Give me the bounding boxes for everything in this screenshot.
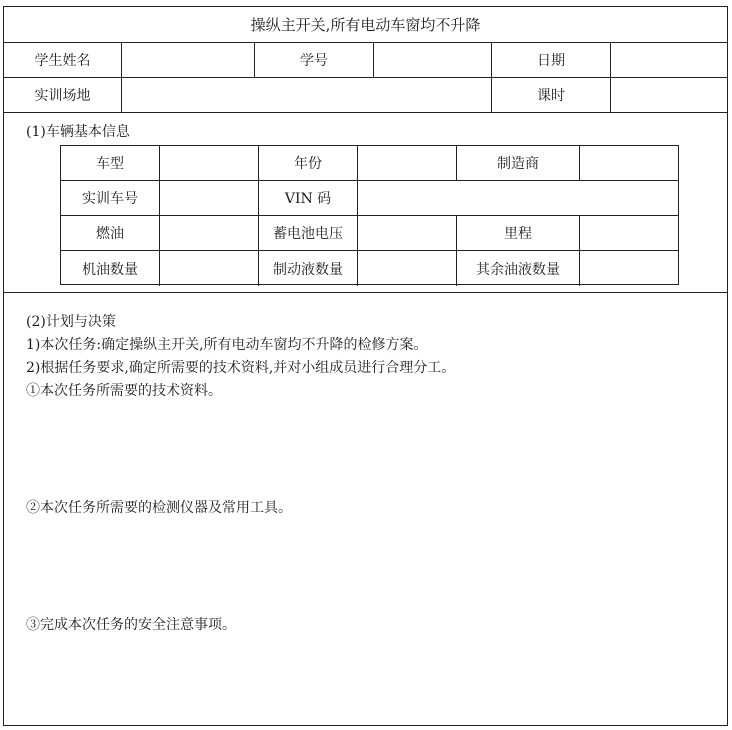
other-fluids-label: 其余油液数量 <box>457 251 580 286</box>
mileage-label: 里程 <box>457 216 580 250</box>
plan-section <box>4 293 727 725</box>
plan-item-1: ①本次任务所需要的技术资料。 <box>26 383 222 399</box>
training-info-row <box>4 78 727 113</box>
student-info-row <box>4 43 727 78</box>
vehicle-model-label: 车型 <box>61 146 160 180</box>
brake-fluid-field[interactable] <box>358 251 457 286</box>
mileage-field[interactable] <box>580 216 678 250</box>
plan-line-1: 1)本次任务:确定操纵主开关,所有电动车窗均不升降的检修方案。 <box>26 337 428 353</box>
student-name-label: 学生姓名 <box>4 43 122 77</box>
manufacturer-field[interactable] <box>580 146 678 180</box>
year-label: 年份 <box>259 146 358 180</box>
table-row <box>61 146 678 181</box>
date-label: 日期 <box>492 43 611 77</box>
fuel-field[interactable] <box>160 216 259 250</box>
class-hours-field[interactable] <box>611 78 727 112</box>
page-title: 操纵主开关,所有电动车窗均不升降 <box>250 16 481 34</box>
student-name-field[interactable] <box>122 43 255 77</box>
vin-label: VIN 码 <box>259 181 358 215</box>
plan-item-3: ③完成本次任务的安全注意事项。 <box>26 617 236 633</box>
table-row <box>61 216 678 251</box>
oil-quantity-label: 机油数量 <box>61 251 160 286</box>
vehicle-model-field[interactable] <box>160 146 259 180</box>
plan-line-2: 2)根据任务要求,确定所需要的技术资料,并对小组成员进行合理分工。 <box>26 360 456 376</box>
table-row <box>61 181 678 216</box>
plan-item-2: ②本次任务所需要的检测仪器及常用工具。 <box>26 500 292 516</box>
title-row <box>4 7 727 43</box>
fuel-label: 燃油 <box>61 216 160 250</box>
section1-heading: (1)车辆基本信息 <box>26 124 130 140</box>
training-site-field[interactable] <box>122 78 492 112</box>
battery-voltage-label: 蓄电池电压 <box>259 216 358 250</box>
oil-quantity-field[interactable] <box>160 251 259 286</box>
training-car-no-field[interactable] <box>160 181 259 215</box>
worksheet <box>3 6 728 726</box>
student-id-field[interactable] <box>374 43 492 77</box>
class-hours-label: 课时 <box>492 78 611 112</box>
student-id-label: 学号 <box>255 43 374 77</box>
vehicle-info-table <box>60 145 679 285</box>
year-field[interactable] <box>358 146 457 180</box>
other-fluids-field[interactable] <box>580 251 678 286</box>
training-site-label: 实训场地 <box>4 78 122 112</box>
table-row <box>61 251 678 286</box>
section2-heading: (2)计划与决策 <box>26 314 116 330</box>
vin-field[interactable] <box>358 181 678 215</box>
training-car-no-label: 实训车号 <box>61 181 160 215</box>
manufacturer-label: 制造商 <box>457 146 580 180</box>
date-field[interactable] <box>611 43 727 77</box>
battery-voltage-field[interactable] <box>358 216 457 250</box>
brake-fluid-label: 制动液数量 <box>259 251 358 286</box>
